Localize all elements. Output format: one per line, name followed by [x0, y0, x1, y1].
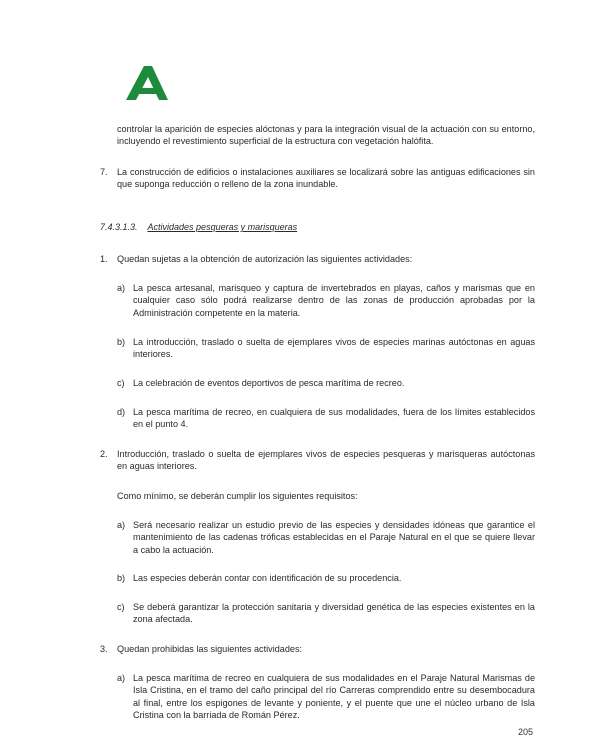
item-1d-text: La pesca marítima de recreo, en cualquiera de sus modalidades, fuera de los límites establecidos en el punto 4. — [133, 407, 535, 430]
item-2b-text: Las especies deberán contar con identificación de su procedencia. — [133, 573, 402, 583]
item-1-number: 1. — [100, 254, 108, 264]
item-2-text: Introducción, traslado o suelta de ejemplares vivos de especies pesqueras y marisqueras autóctonas en aguas interiores. — [117, 449, 535, 472]
item-1a-label: a) — [117, 283, 126, 293]
item-7-text: La construcción de edificios o instalaciones auxiliares se localizará sobre las antiguas edificaciones sin que suponga reducción o relleno de la zona inundable. — [117, 167, 535, 190]
section-title: Actividades pesqueras y marisqueras — [147, 222, 298, 232]
item-1a-text: La pesca artesanal, marisqueo y captura de invertebrados en playas, caños y marismas que en cualquier caso sólo podrá realizarse dentro de las zonas de producción aprobadas por la Administración competente en la materia. — [133, 283, 535, 318]
item-1c-label: c) — [117, 378, 125, 388]
item-2a-text: Será necesario realizar un estudio previo de las especies y densidades idóneas que garantice el mantenimiento de las cadenas tróficas establecidas en el Paraje Natural en el que se quiere llevar a cabo la actuación. — [133, 520, 535, 555]
item-3a-label: a) — [117, 673, 126, 683]
item-1b-label: b) — [117, 337, 126, 347]
item-3a-text: La pesca marítima de recreo en cualquiera de sus modalidades en el Paraje Natural Marismas de Isla Cristina, en el tramo del caño principal del río Carreras comprendido entre su desembocadura al final, entre los espigones de levante y poniente, y el puente que une el núcleo urbano de Isla Cristina con la barriada de Román Pérez. — [133, 673, 535, 721]
item-2-number: 2. — [100, 449, 108, 459]
item-2c-label: c) — [117, 602, 125, 612]
item-7-number: 7. — [100, 167, 108, 177]
item-2c-text: Se deberá garantizar la protección sanitaria y diversidad genética de las especies existentes en la zona afectada. — [133, 602, 535, 625]
item-1b-text: La introducción, traslado o suelta de ejemplares vivos de especies marinas autóctonas en aguas interiores. — [133, 337, 535, 360]
item-1d-label: d) — [117, 407, 126, 417]
item-3-number: 3. — [100, 644, 108, 654]
item-2b-label: b) — [117, 573, 126, 583]
section-number: 7.4.3.1.3. — [100, 222, 138, 232]
page-number: 205 — [518, 727, 534, 737]
junta-de-andalucia-logo — [100, 56, 192, 108]
item-1c-text: La celebración de eventos deportivos de pesca marítima de recreo. — [133, 378, 405, 388]
item-3-text: Quedan prohibidas las siguientes actividades: — [117, 644, 303, 654]
section-heading — [100, 222, 297, 232]
item-1-text: Quedan sujetas a la obtención de autorización las siguientes actividades: — [117, 254, 413, 264]
item-2-requirements-intro: Como mínimo, se deberán cumplir los siguientes requisitos: — [117, 491, 358, 501]
item-2a-label: a) — [117, 520, 126, 530]
intro-continuation-paragraph: controlar la aparición de especies alóctonas y para la integración visual de la actuación con su entorno, incluyendo el revestimiento superficial de la estructura con vegetación halófita. — [117, 124, 535, 147]
